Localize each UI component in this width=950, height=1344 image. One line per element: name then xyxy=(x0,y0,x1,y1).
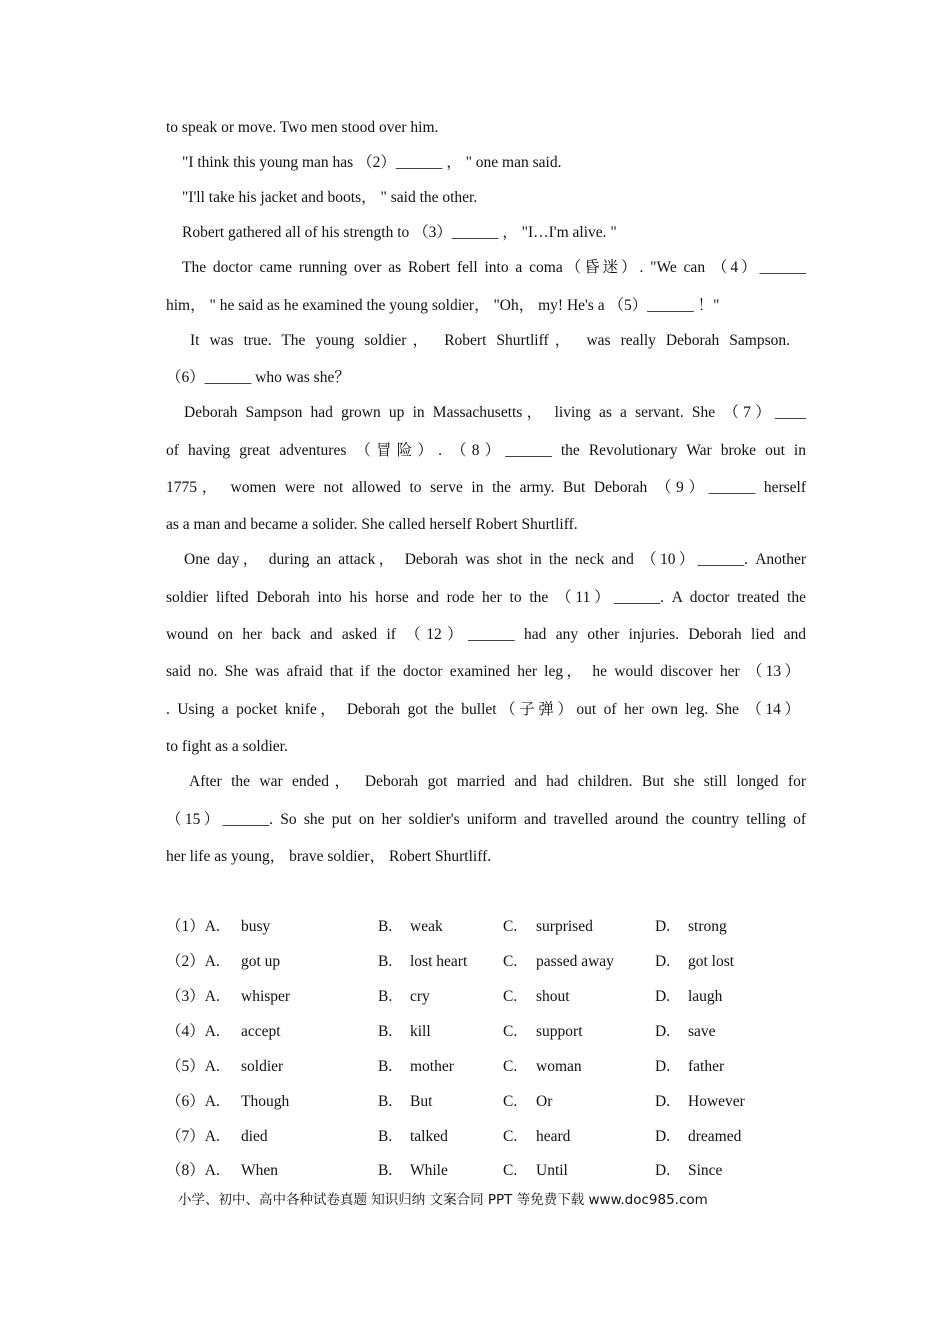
option-row xyxy=(166,917,806,939)
option-c: Until xyxy=(536,1162,568,1179)
option-b-label: B. xyxy=(378,1162,393,1179)
option-c-label: C. xyxy=(503,1058,518,1075)
option-d: dreamed xyxy=(688,1128,742,1145)
passage-line: Deborah Sampson had grown up in Massachusetts， living as a servant. She （7）____ xyxy=(184,404,806,421)
option-a: died xyxy=(241,1128,268,1145)
option-d: Since xyxy=(688,1162,723,1179)
footer-watermark: 小学、初中、高中各种试卷真题 知识归纳 文案合同 PPT 等免费下载 www.doc985.com xyxy=(178,1192,708,1208)
option-a: Though xyxy=(241,1093,290,1110)
option-c-label: C. xyxy=(503,988,518,1005)
option-b-label: B. xyxy=(378,953,393,970)
option-d: father xyxy=(688,1058,725,1075)
question-number: （8）A. xyxy=(166,1162,220,1179)
option-c-label: C. xyxy=(503,918,518,935)
option-c: shout xyxy=(536,988,570,1005)
passage-line: of having great adventures （冒险）. （8）______ the Revolutionary War broke out in xyxy=(166,442,806,459)
option-b-label: B. xyxy=(378,918,393,935)
passage-line: "I think this young man has （2）______ ， " one man said. xyxy=(182,154,562,171)
option-c-label: C. xyxy=(503,1023,518,1040)
option-c: passed away xyxy=(536,953,614,970)
option-b: mother xyxy=(410,1058,454,1075)
question-number: （5）A. xyxy=(166,1058,220,1075)
question-number: （6）A. xyxy=(166,1093,220,1110)
option-c-label: C. xyxy=(503,1093,518,1110)
question-number: （7）A. xyxy=(166,1128,220,1145)
question-number: （1）A. xyxy=(166,918,220,935)
passage-line: to fight as a soldier. xyxy=(166,738,288,755)
question-number: （4）A. xyxy=(166,1023,220,1040)
question-number: （2）A. xyxy=(166,953,220,970)
passage-line: 1775， women were not allowed to serve in the army. But Deborah （9）______ herself xyxy=(166,479,806,496)
option-b: kill xyxy=(410,1023,431,1040)
passage-line: （6）______ who was she？ xyxy=(166,369,350,386)
option-c: support xyxy=(536,1023,583,1040)
option-row xyxy=(166,952,806,974)
option-b-label: B. xyxy=(378,1023,393,1040)
option-row xyxy=(166,1127,806,1149)
option-d-label: D. xyxy=(655,953,671,970)
option-d-label: D. xyxy=(655,918,671,935)
passage-line: him， " he said as he examined the young soldier， "Oh， my! He's a （5）______ ！" xyxy=(166,297,720,314)
option-d: save xyxy=(688,1023,716,1040)
passage-line: It was true. The young soldier， Robert Shurtliff， was really Deborah Sampson. xyxy=(190,332,790,349)
option-a: When xyxy=(241,1162,279,1179)
option-c: heard xyxy=(536,1128,571,1145)
option-d-label: D. xyxy=(655,1058,671,1075)
option-b-label: B. xyxy=(378,988,393,1005)
option-d-label: D. xyxy=(655,1093,671,1110)
option-d-label: D. xyxy=(655,988,671,1005)
passage-line: （15）______. So she put on her soldier's uniform and travelled around the country telling of xyxy=(166,811,806,828)
option-c: surprised xyxy=(536,918,593,935)
question-number: （3）A. xyxy=(166,988,220,1005)
option-d-label: D. xyxy=(655,1128,671,1145)
option-a: whisper xyxy=(241,988,291,1005)
passage-line: . Using a pocket knife， Deborah got the bullet（子弹）out of her own leg. She （14） xyxy=(166,701,800,718)
option-row xyxy=(166,1022,806,1044)
option-d: However xyxy=(688,1093,745,1110)
passage-line: to speak or move. Two men stood over him. xyxy=(166,119,439,136)
option-c-label: C. xyxy=(503,1162,518,1179)
option-row xyxy=(166,1057,806,1079)
option-b: While xyxy=(410,1162,448,1179)
option-b: lost heart xyxy=(410,953,468,970)
passage-line: her life as young， brave soldier， Robert Shurtliff. xyxy=(166,848,492,865)
option-d: got lost xyxy=(688,953,735,970)
option-a: got up xyxy=(241,953,281,970)
passage-line: The doctor came running over as Robert fell into a coma（昏迷）. "We can （4）______ xyxy=(182,259,806,276)
option-a: accept xyxy=(241,1023,281,1040)
option-c-label: C. xyxy=(503,1128,518,1145)
passage-line: said no. She was afraid that if the doctor examined her leg， he would discover her （13） xyxy=(166,663,800,680)
passage-line: "I'll take his jacket and boots， " said the other. xyxy=(182,189,478,206)
option-d: laugh xyxy=(688,988,723,1005)
passage-line: One day， during an attack， Deborah was shot in the neck and （10）______. Another xyxy=(184,551,806,568)
option-c: Or xyxy=(536,1093,553,1110)
option-a: busy xyxy=(241,918,271,935)
option-row xyxy=(166,1161,806,1183)
option-b: talked xyxy=(410,1128,448,1145)
option-d-label: D. xyxy=(655,1023,671,1040)
passage-line: After the war ended， Deborah got married and had children. But she still longed for xyxy=(189,773,806,790)
option-d-label: D. xyxy=(655,1162,671,1179)
passage-line: soldier lifted Deborah into his horse and rode her to the （11）______. A doctor treated the xyxy=(166,589,806,606)
option-row xyxy=(166,987,806,1009)
option-d: strong xyxy=(688,918,727,935)
option-b: But xyxy=(410,1093,433,1110)
option-b-label: B. xyxy=(378,1058,393,1075)
option-b-label: B. xyxy=(378,1093,393,1110)
passage-line: wound on her back and asked if （12）______ had any other injuries. Deborah lied and xyxy=(166,626,806,643)
option-c: woman xyxy=(536,1058,582,1075)
option-row xyxy=(166,1092,806,1114)
passage-line: as a man and became a solider. She called herself Robert Shurtliff. xyxy=(166,516,578,533)
option-b-label: B. xyxy=(378,1128,393,1145)
option-a: soldier xyxy=(241,1058,284,1075)
option-c-label: C. xyxy=(503,953,518,970)
option-b: weak xyxy=(410,918,443,935)
option-b: cry xyxy=(410,988,430,1005)
passage-line: Robert gathered all of his strength to （3）______ ， "I…I'm alive. " xyxy=(182,224,617,241)
